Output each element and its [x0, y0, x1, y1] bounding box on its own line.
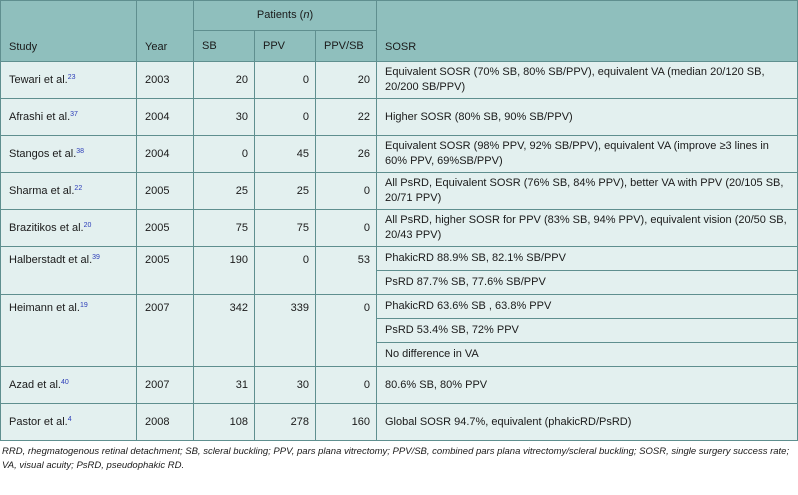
- cell-sb: 190: [194, 247, 255, 295]
- study-name: Pastor et al.: [9, 415, 68, 428]
- reference-link[interactable]: 40: [60, 378, 69, 386]
- cell-study: [1, 295, 137, 367]
- cell-year: 2005: [137, 210, 194, 247]
- reference-link[interactable]: 4: [67, 415, 72, 423]
- cell-study: [1, 173, 137, 210]
- table-footnote: RRD, rhegmatogenous retinal detachment; SB, scleral buckling; PPV, pars plana vitrectomy; PPV/SB, combined pars plana vitrectomy/scleral buckling; SOSR, single surgery success rate; VA, visual acuity; PsRD, pseudophakic RD.: [2, 446, 790, 471]
- cell-ppvsb: 53: [316, 247, 377, 295]
- cell-ppvsb: 0: [316, 295, 377, 367]
- reference-link[interactable]: 37: [70, 110, 78, 118]
- cell-ppv: 25: [255, 173, 316, 210]
- cell-study: [1, 367, 137, 404]
- cell-sosr: PhakicRD 63.6% SB , 63.8% PPV: [377, 295, 798, 319]
- header-study: Study: [1, 1, 137, 62]
- cell-sb: 108: [194, 404, 255, 441]
- cell-ppvsb: 26: [316, 136, 377, 173]
- study-name: Tewari et al.: [9, 73, 68, 86]
- table-row: [1, 136, 798, 173]
- cell-ppv: 0: [255, 62, 316, 99]
- cell-ppv: 278: [255, 404, 316, 441]
- cell-year: 2007: [137, 295, 194, 367]
- cell-ppv: 75: [255, 210, 316, 247]
- cell-year: 2005: [137, 173, 194, 210]
- cell-ppvsb: 0: [316, 173, 377, 210]
- cell-ppvsb: 0: [316, 210, 377, 247]
- cell-ppvsb: 0: [316, 367, 377, 404]
- cell-study: [1, 210, 137, 247]
- reference-link[interactable]: 22: [74, 184, 83, 192]
- cell-sb: 0: [194, 136, 255, 173]
- cell-year: 2003: [137, 62, 194, 99]
- header-sb: SB: [194, 31, 255, 62]
- cell-ppvsb: 20: [316, 62, 377, 99]
- cell-ppvsb: 22: [316, 99, 377, 136]
- cell-sosr: All PsRD, higher SOSR for PPV (83% SB, 94% PPV), equivalent vision (20/50 SB, 20/43 PPV): [377, 210, 798, 247]
- cell-year: 2008: [137, 404, 194, 441]
- table-row: [1, 99, 798, 136]
- cell-sosr: PhakicRD 88.9% SB, 82.1% SB/PPV: [377, 247, 798, 271]
- cell-sosr: PsRD 53.4% SB, 72% PPV: [377, 319, 798, 343]
- reference-link[interactable]: 38: [76, 147, 85, 155]
- cell-study: [1, 247, 137, 295]
- study-name: Azad et al.: [9, 378, 61, 391]
- reference-link[interactable]: 20: [83, 221, 92, 229]
- cell-ppv: 0: [255, 247, 316, 295]
- table-row: [1, 247, 798, 271]
- study-name: Stangos et al.: [9, 147, 77, 160]
- header-ppv: PPV: [255, 31, 316, 62]
- header-patients: Patients (n): [194, 1, 377, 31]
- study-name: Afrashi et al.: [9, 110, 71, 123]
- cell-ppv: 45: [255, 136, 316, 173]
- cell-sosr: 80.6% SB, 80% PPV: [377, 367, 798, 404]
- study-name: Halberstadt et al.: [9, 254, 93, 266]
- cell-sb: 342: [194, 295, 255, 367]
- cell-sb: 31: [194, 367, 255, 404]
- cell-sosr: No difference in VA: [377, 343, 798, 367]
- header-sosr: SOSR: [377, 1, 798, 62]
- study-name: Heimann et al.: [9, 302, 80, 314]
- cell-sosr: Global SOSR 94.7%, equivalent (phakicRD/PsRD): [377, 404, 798, 441]
- cell-sosr: Higher SOSR (80% SB, 90% SB/PPV): [377, 99, 798, 136]
- cell-sb: 30: [194, 99, 255, 136]
- cell-sb: 25: [194, 173, 255, 210]
- reference-link[interactable]: 39: [92, 254, 100, 261]
- cell-year: 2007: [137, 367, 194, 404]
- cell-sosr: Equivalent SOSR (98% PPV, 92% SB/PPV), equivalent VA (improve ≥3 lines in 60% PPV, 69%SB/PPV): [377, 136, 798, 173]
- cell-year: 2005: [137, 247, 194, 295]
- cell-ppv: 30: [255, 367, 316, 404]
- cell-sosr: PsRD 87.7% SB, 77.6% SB/PPV: [377, 271, 798, 295]
- cell-study: [1, 99, 137, 136]
- cell-ppvsb: 160: [316, 404, 377, 441]
- cell-sb: 20: [194, 62, 255, 99]
- cell-year: 2004: [137, 136, 194, 173]
- cell-study: [1, 62, 137, 99]
- table-row: [1, 210, 798, 247]
- header-ppvsb: PPV/SB: [316, 31, 377, 62]
- table-row: [1, 404, 798, 441]
- cell-study: [1, 404, 137, 441]
- table-row: [1, 62, 798, 99]
- table-row: [1, 295, 798, 319]
- cell-study: [1, 136, 137, 173]
- cell-ppv: 339: [255, 295, 316, 367]
- table-row: [1, 173, 798, 210]
- table-row: [1, 367, 798, 404]
- study-name: Brazitikos et al.: [9, 221, 84, 234]
- cell-year: 2004: [137, 99, 194, 136]
- reference-link[interactable]: 19: [79, 302, 88, 309]
- cell-sosr: All PsRD, Equivalent SOSR (76% SB, 84% PPV), better VA with PPV (20/105 SB, 20/71 PPV): [377, 173, 798, 210]
- header-year: Year: [137, 1, 194, 62]
- cell-ppv: 0: [255, 99, 316, 136]
- study-name: Sharma et al.: [9, 184, 75, 197]
- reference-link[interactable]: 23: [67, 73, 76, 81]
- cell-sosr: Equivalent SOSR (70% SB, 80% SB/PPV), equivalent VA (median 20/120 SB, 20/200 SB/PPV): [377, 62, 798, 99]
- cell-sb: 75: [194, 210, 255, 247]
